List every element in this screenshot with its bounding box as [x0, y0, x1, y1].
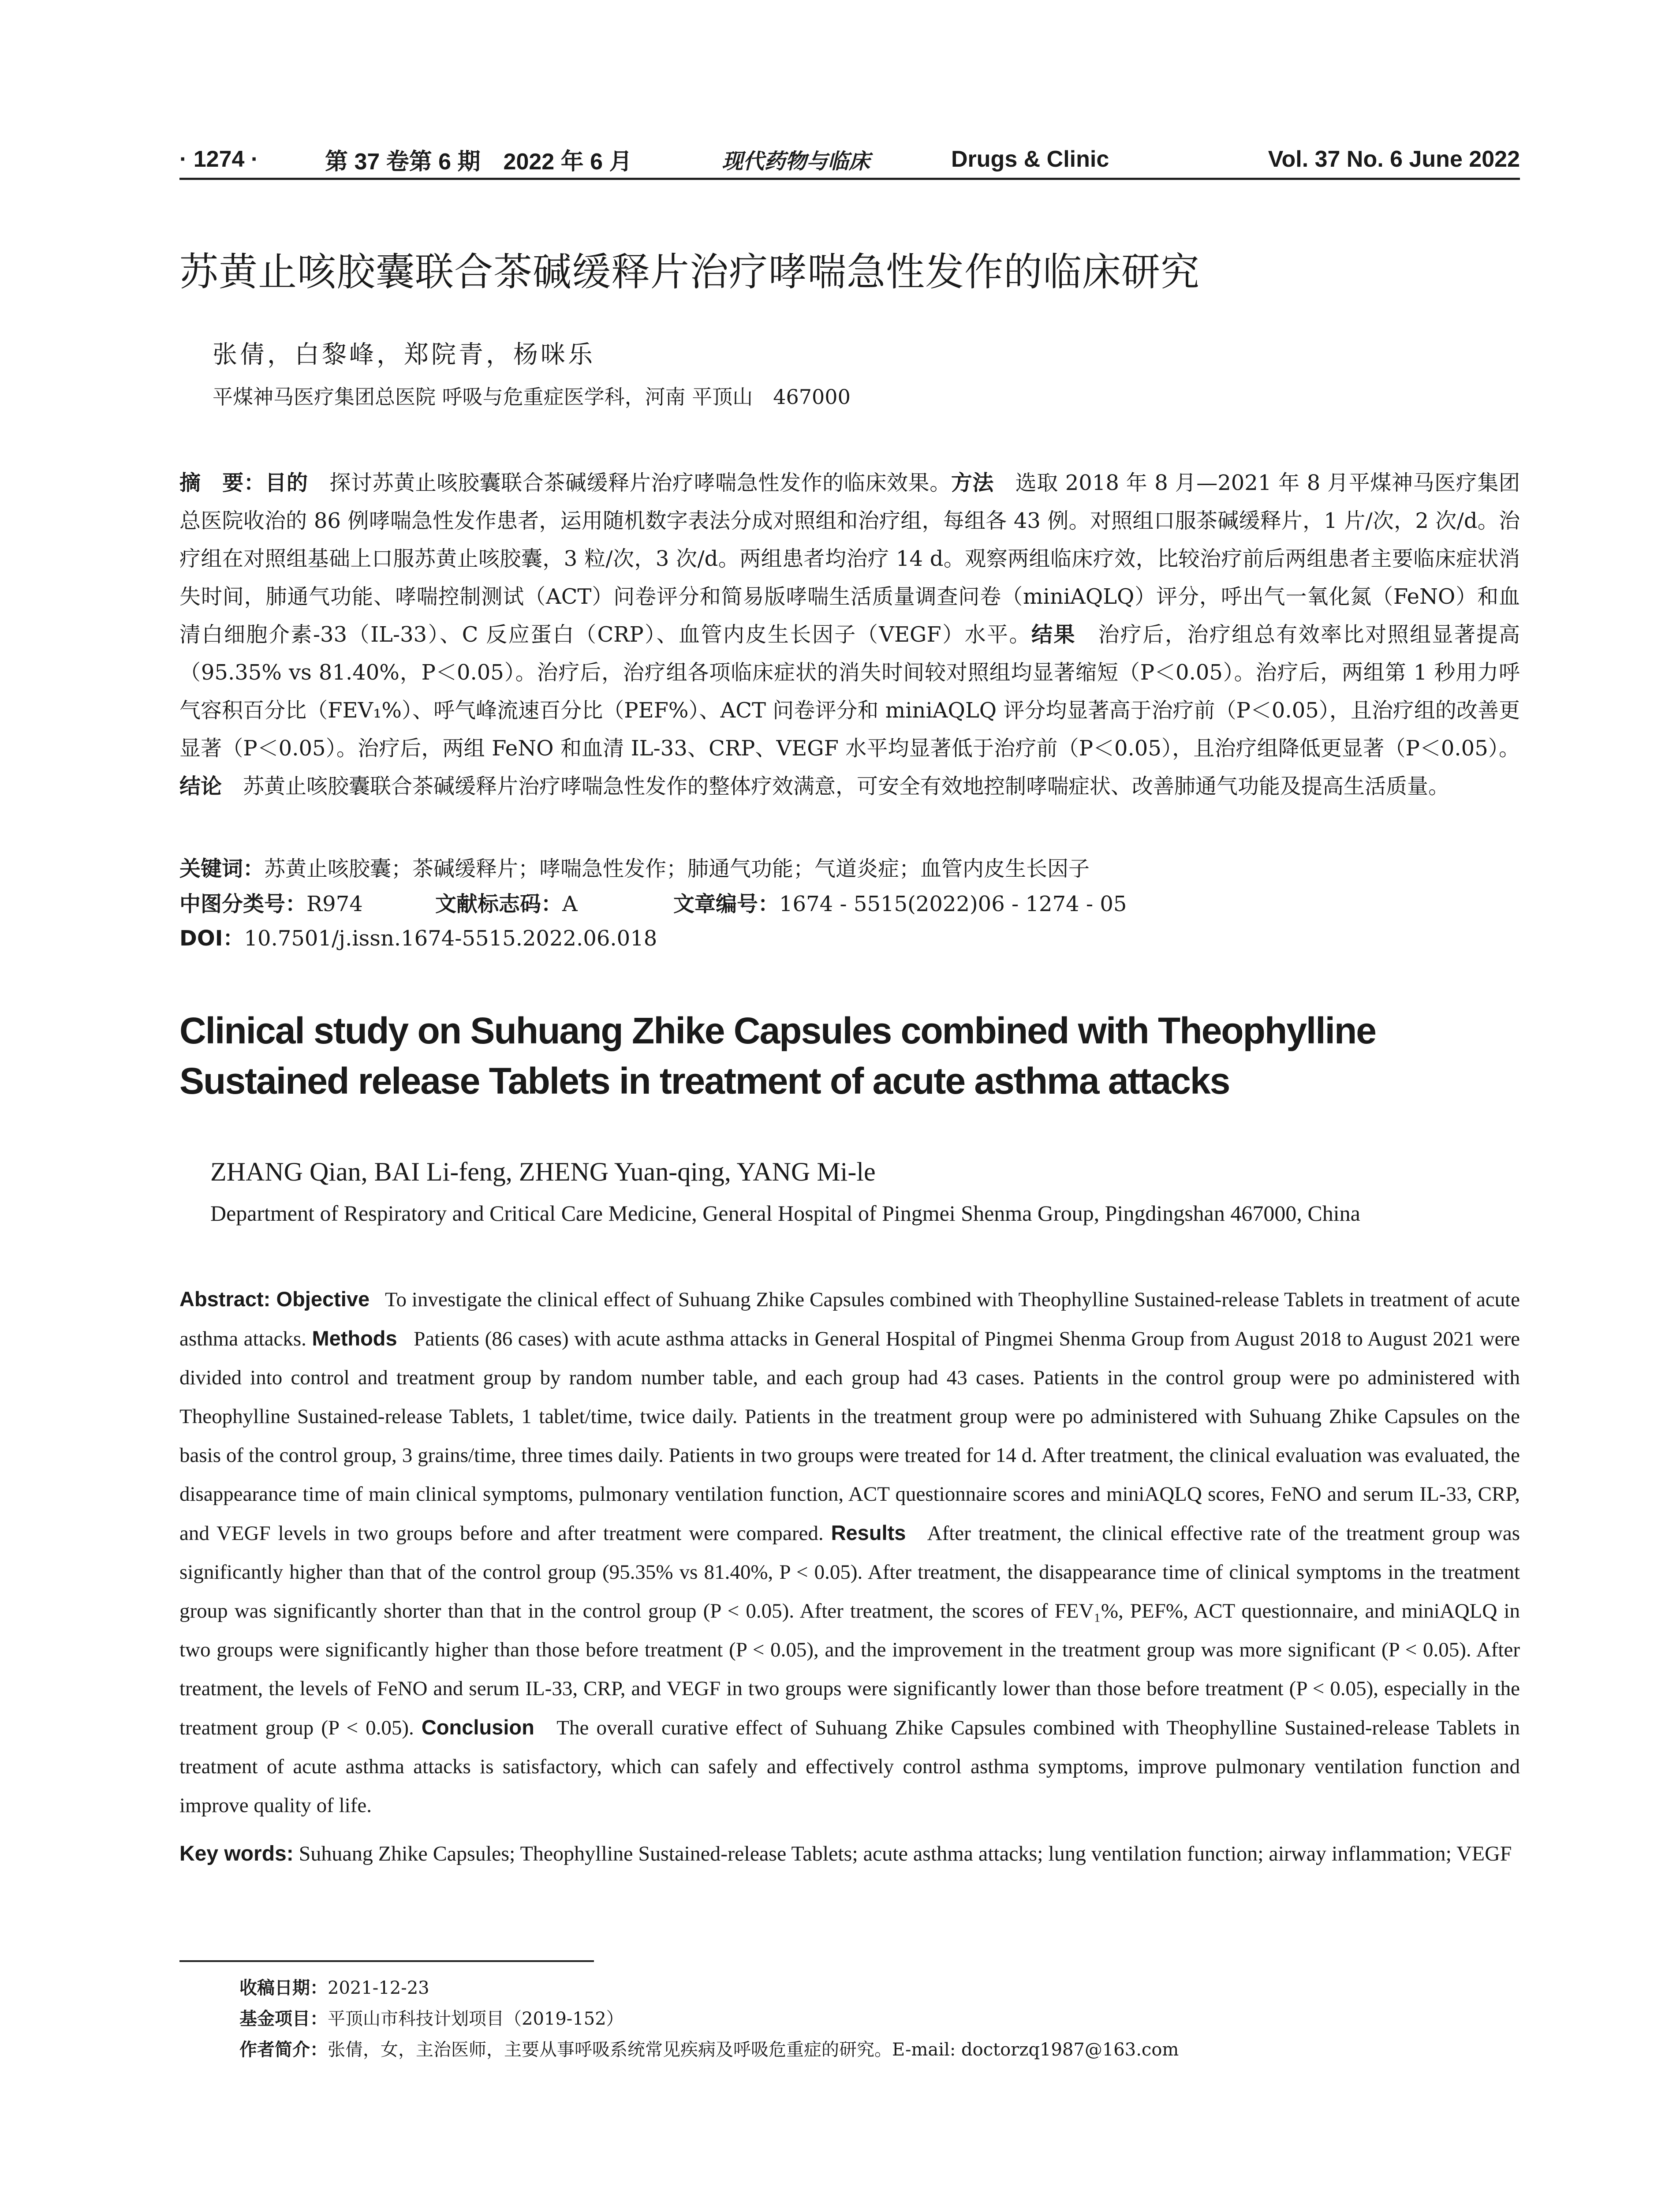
- doc-code-value: A: [562, 892, 578, 916]
- keywords-label-cn: 关键词：: [179, 856, 265, 881]
- objective-label-cn: 目的: [265, 471, 308, 495]
- received-label: 收稿日期：: [239, 1978, 328, 1998]
- classification-row: [179, 889, 1127, 919]
- volume-info-en: Vol. 37 No. 6 June 2022: [1268, 146, 1520, 172]
- author-bio-text: 张倩，女，主治医师，主要从事呼吸系统常见疾病及呼吸危重症的研究。E-mail: doctorzq1987@163.com: [328, 2040, 1179, 2060]
- keywords-text-en: Suhuang Zhike Capsules; Theophylline Sustained-release Tablets; acute asthma attacks; lung ventilation function; airway inflammation; VEGF: [299, 1842, 1512, 1865]
- author-bio-label: 作者简介：: [239, 2040, 328, 2060]
- journal-name-cn: 现代药物与临床: [722, 149, 870, 174]
- conclusion-text-en: The overall curative effect of Suhuang Zhike Capsules combined with Theophylline Sustained-release Tablets in treatment of acute asthma attacks is satisfactory, which can safely and effectively control asthma symptoms, improve pulmonary ventilation function and improve quality of life.: [179, 1716, 1520, 1817]
- conclusion-text-cn: 苏黄止咳胶囊联合茶碱缓释片治疗哮喘急性发作的整体疗效满意，可安全有效地控制哮喘症状、改善肺通气功能及提高生活质量。: [243, 774, 1450, 799]
- methods-text-cn: 选取 2018 年 8 月—2021 年 8 月平煤神马医疗集团总医院收治的 86 例哮喘急性发作患者，运用随机数字表法分成对照组和治疗组，每组各 43 例。对照组口服茶碱缓释片，1 片/次，2 次/d。治疗组在对照组基础上口服苏黄止咳胶囊，3 粒/次，3 次/d。两组患者均治疗 14 d。观察两组临床疗效，比较治疗前后两组患者主要临床症状消失时间，肺通气功能、哮喘控制测试（ACT）问卷评分和简易版哮喘生活质量调查问卷（miniAQLQ）评分，呼出气一氧化氮（FeNO）和血清白细胞介素-33（IL-33）、C 反应蛋白（CRP）、血管内皮生长因子（VEGF）水平。: [179, 471, 1520, 647]
- objective-label-en: Abstract: Objective: [179, 1287, 370, 1311]
- article-number-label: 文章编号：: [673, 892, 780, 916]
- methods-label-en: Methods: [312, 1327, 397, 1350]
- clc-value: R974: [306, 892, 363, 916]
- doi-label: DOI：: [179, 926, 244, 951]
- article-title-en: Clinical study on Suhuang Zhike Capsules combined with Theophylline Sustained release Tablets in treatment of acute asthma attacks: [179, 1010, 1376, 1102]
- fund-text: 平顶山市科技计划项目（2019-152）: [328, 2009, 624, 2029]
- doi-row: [179, 923, 657, 954]
- footnote-author: [239, 2037, 1179, 2063]
- methods-text-en: Patients (86 cases) with acute asthma attacks in General Hospital of Pingmei Shenma Group from August 2018 to August 2021 were divided into control and treatment group by random number table, and each group had 43 cases. Patients in the control group were po administered with Theophylline Sustained-release Tablets, 1 tablet/time, twice daily. Patients in the treatment group were po administered with Suhuang Zhike Capsules on the basis of the control group, 3 grains/time, three times daily. Patients in two groups were treated for 14 d. After treatment, the clinical evaluation was evaluated, the disappearance time of main clinical symptoms, pulmonary ventilation function, ACT questionnaire scores and miniAQLQ scores, FeNO and serum IL-33, CRP, and VEGF levels in two groups before and after treatment were compared.: [179, 1327, 1520, 1545]
- conclusion-label-cn: 结论: [179, 774, 222, 799]
- results-label-cn: 结果: [1031, 622, 1076, 647]
- results-text-cn: 治疗后，治疗组总有效率比对照组显著提高（95.35% vs 81.40%，P＜0.05）。治疗后，治疗组各项临床症状的消失时间较对照组均显著缩短（P＜0.05）。治疗后，两组第 1 秒用力呼气容积百分比（FEV₁%）、呼气峰流速百分比（PEF%）、ACT 问卷评分和 miniAQLQ 评分均显著高于治疗前（P＜0.05），且治疗组的改善更显著（P＜0.05）。治疗后，两组 FeNO 和血清 IL-33、CRP、VEGF 水平均显著低于治疗前（P＜0.05），且治疗组降低更显著（P＜0.05）。: [179, 622, 1520, 761]
- header-divider: [179, 178, 1520, 180]
- keywords-en: [179, 1835, 1520, 1873]
- keywords-cn: [179, 853, 1090, 884]
- received-date: 2021-12-23: [328, 1978, 429, 1998]
- keywords-text-cn: 苏黄止咳胶囊；茶碱缓释片；哮喘急性发作；肺通气功能；气道炎症；血管内皮生长因子: [264, 856, 1090, 881]
- affiliation-en: Department of Respiratory and Critical Care Medicine, General Hospital of Pingmei Shenma Group, Pingdingshan 467000, China: [210, 1201, 1360, 1226]
- authors-cn: 张倩，白黎峰，郑院青，杨咪乐: [213, 340, 595, 369]
- abstract-cn: [179, 464, 1520, 805]
- issue-info-cn: 第 37 卷第 6 期 2022 年 6 月: [325, 149, 632, 175]
- running-header: [179, 140, 1520, 178]
- doi-value: 10.7501/j.issn.1674-5515.2022.06.018: [244, 926, 657, 951]
- footnote-divider: [179, 1960, 594, 1962]
- authors-en: ZHANG Qian, BAI Li-feng, ZHENG Yuan-qing, YANG Mi-le: [210, 1157, 876, 1186]
- article-number-value: 1674 - 5515(2022)06 - 1274 - 05: [779, 892, 1127, 916]
- affiliation-cn: 平煤神马医疗集团总医院 呼吸与危重症医学科，河南 平顶山 467000: [213, 385, 851, 409]
- footnote-fund: [239, 2006, 624, 2032]
- abstract-en: [179, 1280, 1520, 1825]
- methods-label-cn: 方法: [951, 471, 994, 495]
- objective-text-en: To investigate the clinical effect of Suhuang Zhike Capsules combined with Theophylline Sustained-release Tablets in treatment of acute asthma attacks.: [179, 1288, 1520, 1350]
- journal-name-en: Drugs & Clinic: [951, 146, 1109, 172]
- results-text-en: After treatment, the clinical effective rate of the treatment group was significantly higher than that of the control group (95.35% vs 81.40%, P < 0.05). After treatment, the disappearance time of clinical symptoms in the treatment group was significantly shorter than that in the control group (P < 0.05). After treatment, the scores of FEV₁%, PEF%, ACT questionnaire, and miniAQLQ in two groups were significantly higher than those before treatment (P < 0.05), and the improvement in the treatment group was more significant (P < 0.05). After treatment, the levels of FeNO and serum IL-33, CRP, and VEGF in two groups were significantly lower than those before treatment (P < 0.05), especially in the treatment group (P < 0.05).: [179, 1522, 1520, 1739]
- objective-text-cn: 探讨苏黄止咳胶囊联合茶碱缓释片治疗哮喘急性发作的临床效果。: [329, 471, 951, 495]
- fund-label: 基金项目：: [239, 2009, 328, 2029]
- abstract-label-cn: 摘 要：: [179, 471, 265, 495]
- keywords-label-en: Key words:: [179, 1842, 294, 1865]
- results-label-en: Results: [831, 1521, 906, 1544]
- footnote-received: [239, 1975, 429, 2001]
- article-title-cn: 苏黄止咳胶囊联合茶碱缓释片治疗哮喘急性发作的临床研究: [179, 249, 1200, 295]
- clc-label: 中图分类号：: [179, 892, 307, 916]
- page-number: · 1274 ·: [179, 146, 259, 172]
- conclusion-label-en: Conclusion: [421, 1715, 534, 1739]
- doc-code-label: 文献标志码：: [435, 892, 563, 916]
